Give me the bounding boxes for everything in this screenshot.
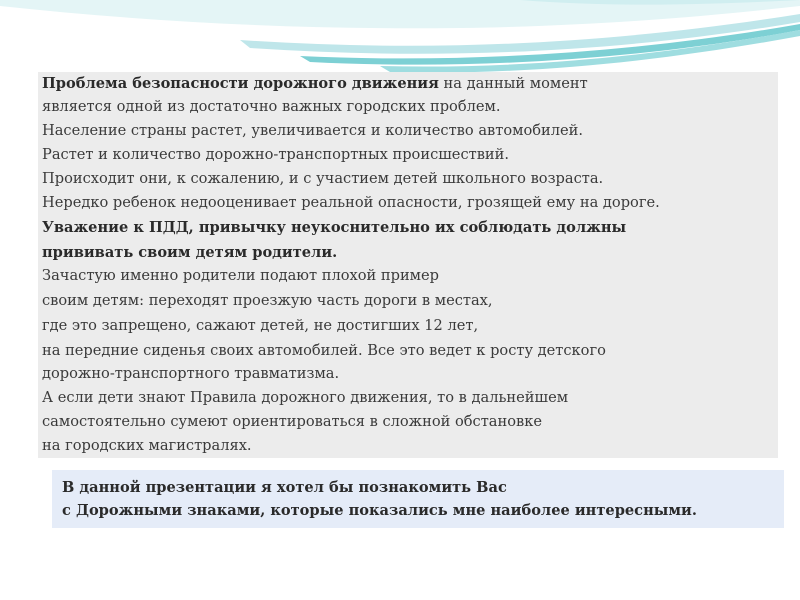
text-line-13: дорожно-транспортного травматизма. <box>42 365 340 382</box>
text-line-9: Зачастую именно родители подают плохой пример <box>42 267 440 284</box>
text-line-3: Население страны растет, увеличивается и количество автомобилей. <box>42 122 584 139</box>
text-line-14: А если дети знают Правила дорожного движения, то в дальнейшем <box>42 389 569 406</box>
footer-line-2: с Дорожными знаками, которые показались мне наиболее интересными. <box>62 502 697 519</box>
text-line-16: на городских магистралях. <box>42 437 252 454</box>
text-line-2: является одной из достаточно важных городских проблем. <box>42 98 501 115</box>
text-line-11: где это запрещено, сажают детей, не достигших 12 лет, <box>42 317 479 334</box>
text-line-5: Происходит они, к сожалению, и с участием детей школьного возраста. <box>42 170 604 187</box>
text-line-8: прививать своим детям родители. <box>42 244 338 261</box>
text-line-15: самостоятельно сумеют ориентироваться в сложной обстановке <box>42 413 542 430</box>
text-line-12: на передние сиденья своих автомобилей. Все это ведет к росту детского <box>42 342 606 359</box>
text-line-7: Уважение к ПДД, привычку неукоснительно их соблюдать должны <box>42 219 627 236</box>
footer-line-1: В данной презентации я хотел бы познакомить Вас <box>62 479 507 496</box>
text-line-6: Нередко ребенок недооценивает реальной опасности, грозящей ему на дороге. <box>42 194 660 211</box>
text-line-10: своим детям: переходят проезжую часть дороги в местах, <box>42 292 493 309</box>
title-rest: на данный момент <box>438 75 588 92</box>
text-line-1 <box>42 74 588 94</box>
text-line-4: Растет и количество дорожно-транспортных происшествий. <box>42 146 509 163</box>
title-phrase: Проблема безопасности дорожного движения <box>42 75 439 92</box>
